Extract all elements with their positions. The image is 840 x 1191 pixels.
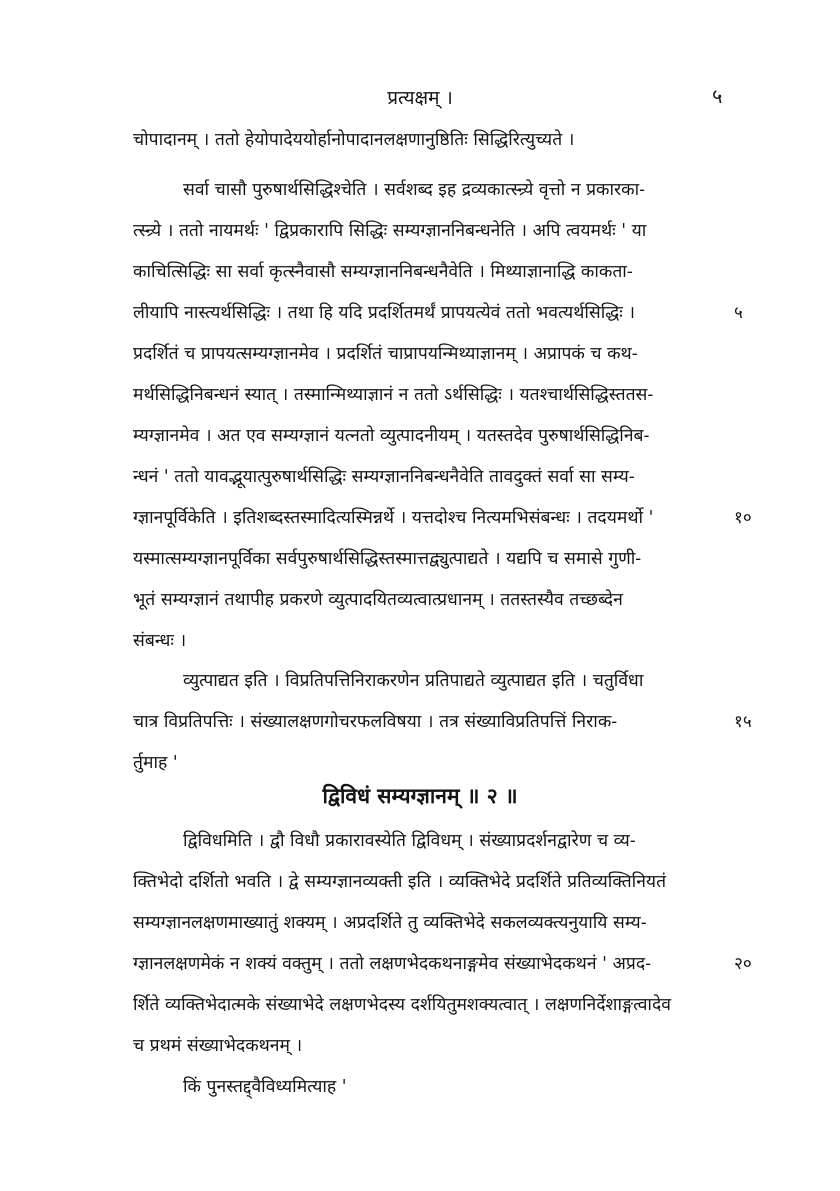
sutra-heading: द्विविधं सम्यग्ज्ञानम् ॥ २ ॥ [322,783,518,808]
text-line: व्युत्पाद्यत इति । विप्रतिपत्तिनिराकरणेन प्रतिपाद्यते व्युत्पाद्यत इति । चतुर्विधा [183,671,644,691]
text-line: क्तिभेदो दर्शितो भवति । द्वे सम्यग्ज्ञानव्यक्ती इति । व्यक्तिभेदे प्रदर्शिते प्रतिव्यक्तिनियतं [133,872,667,892]
margin-line-number: १० [734,508,752,528]
text-line: द्विविधमिति । द्वौ विधौ प्रकारावस्येति द्विविधम् । संख्याप्रदर्शनद्वारेण च व्य- [183,831,636,851]
running-header-title: प्रत्यक्षम् । [387,87,453,109]
text-line: र्शिते व्यक्तिभेदात्मके संख्याभेदे लक्षणभेदस्य दर्शयितुमशक्यत्वात् । लक्षणनिर्देशाङ्गत्वादेव [133,995,671,1015]
page-number: ५ [712,84,723,108]
margin-line-number: ५ [734,303,743,323]
text-line: र्तुमाह ' [133,753,178,773]
text-line: मर्थसिद्धिनिबन्धनं स्यात् । तस्मान्मिथ्याज्ञानं न ततो ऽर्थसिद्धिः । यतश्चार्थसिद्धिस्ततस- [133,385,654,405]
text-line: ग्ज्ञानलक्षणमेकं न शक्यं वक्तुम् । ततो लक्षणभेदकथनाङ्गमेव संख्याभेदकथनं ' अप्रद- [133,954,652,974]
margin-line-number: २० [734,954,752,974]
margin-line-number: १५ [734,712,752,732]
text-line: किं पुनस्तद्द्वैविध्यमित्याह ' [183,1077,347,1097]
text-line: लीयापि नास्त्यर्थसिद्धिः । तथा हि यदि प्रदर्शितमर्थं प्रापयत्येवं ततो भवत्यर्थसिद्धिः । [133,303,635,323]
text-line: सम्यग्ज्ञानलक्षणमाख्यातुं शक्यम् । अप्रदर्शिते तु व्यक्तिभेदे सकलव्यक्त्यनुयायि सम्य- [133,913,647,933]
text-line: म्यग्ज्ञानमेव । अत एव सम्यग्ज्ञानं यत्नतो व्युत्पादनीयम् । यतस्तदेव पुरुषार्थसिद्धिनिब- [133,426,650,446]
text-line: ग्ज्ञानपूर्विकेति । इतिशब्दस्तस्मादित्यस्मिन्नर्थे । यत्तदोश्च नित्यमभिसंबन्धः । तदयमर्थो ' [133,508,654,528]
text-line: काचित्सिद्धिः सा सर्वा कृत्स्नैवासौ सम्यग्ज्ञाननिबन्धनैवेति । मिथ्याज्ञानाद्धि काकता- [133,262,633,282]
text-line: संबन्धः । [133,631,187,651]
text-line: चोपादानम् । ततो हेयोपादेययोर्हानोपादानलक्षणानुष्ठितिः सिद्धिरित्युच्यते । [133,130,575,150]
text-line: भूतं सम्यग्ज्ञानं तथापीह प्रकरणे व्युत्पादयितव्यत्वात्प्रधानम् । ततस्तस्यैव तच्छब्देन [133,590,623,610]
text-line: त्स्न्र्ये । ततो नायमर्थः ' द्विप्रकारापि सिद्धिः सम्यग्ज्ञाननिबन्धनेति । अपि त्वयमर्थः ' या [133,221,647,241]
text-line: चात्र विप्रतिपत्तिः । संख्यालक्षणगोचरफलविषया । तत्र संख्याविप्रतिपत्तिं निराक- [133,712,618,732]
text-line: यस्मात्सम्यग्ज्ञानपूर्विका सर्वपुरुषार्थसिद्धिस्तस्मात्तद्व्युत्पाद्यते । यद्यपि च समासे गुणी- [133,549,642,569]
text-line: सर्वा चासौ पुरुषार्थसिद्धिश्चेति । सर्वशब्द इह द्रव्यकात्स्न्र्ये वृत्तो न प्रकारका- [183,180,646,200]
text-line: न्धनं ' ततो यावद्भूयात्पुरुषार्थसिद्धिः सम्यग्ज्ञाननिबन्धनैवेति तावदुक्तं सर्वा सा सम्य- [133,467,635,487]
text-line: प्रदर्शितं च प्रापयत्सम्यग्ज्ञानमेव । प्रदर्शितं चाप्रापयन्मिथ्याज्ञानम् । अप्रापकं च कथ- [133,344,638,364]
text-line: च प्रथमं संख्याभेदकथनम् । [133,1036,303,1056]
